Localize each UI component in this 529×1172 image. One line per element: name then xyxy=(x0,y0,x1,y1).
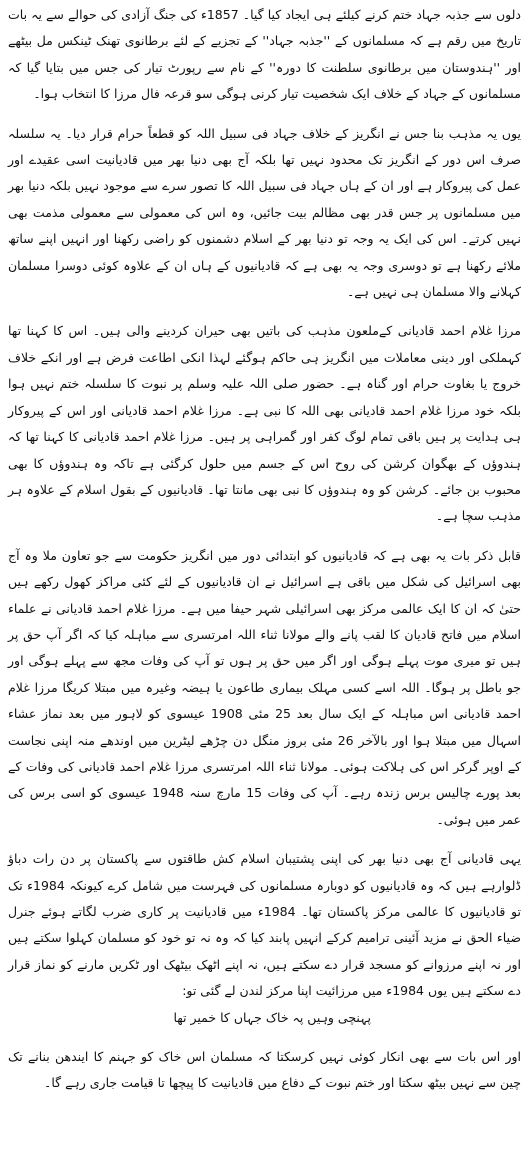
paragraph-jihad-forbidden: یوں یہ مذہب بنا جس نے انگریز کے خلاف جہاد فی سبیل اللہ کو قطعاً حرام قرار دیا۔ یہ سلسلہ صرف اس دور کے انگریز تک محدود نہیں تھا بلکہ آج بھی دنیا بھر میں قادیانیت اسی عقیدے اور عمل کی پیروکار ہے اور ان کے ہاں جہاد فی سبیل اللہ کا تصور سرے سے موجود نہیں بلکہ دنیا بھر میں مسلمانوں پر جس قدر بھی مظالم بیت جائیں، وہ اس کی معمولی سے معمولی مذمت بھی نہیں کرتے۔ اس کی ایک یہ وجہ تو دنیا بھر کے اسلام دشمنوں کو راضی رکھنا اور انہیں اپنے ساتھ ملائے رکھنا ہے تو دوسری وجہ یہ بھی ہے کہ قادیانیوں کے ہاں ان کے علاوہ کوئی دوسرا مسلمان کہلانے والا مسلمان ہی نہیں ہے۔ xyxy=(8,125,521,300)
paragraph-mubahala: قابل ذکر بات یہ بھی ہے کہ قادیانیوں کو ابتدائی دور میں انگریز حکومت سے جو تعاون ملا وہ آج بھی اسرائیل کی شکل میں باقی ہے اسرائیل نے ان قادیانیوں کے لئے کئی مراکز کھول رکھے ہیں حتیٰ کہ ان کا ایک عالمی مرکز بھی اسرائیلی شہر حیفا میں ہے۔ مرزا غلام احمد قادیانی نے علماء اسلام میں فاتح قادیان کا لقب پانے والے مولانا ثناء اللہ امرتسری سے مباہلہ کیا کہ اگر آپ حق پر ہیں تو میری موت پہلے ہوگی اور اگر میں حق پر ہوں تو آپ کی وفات مجھ سے پہلے ہوگی اور جو باطل پر ہوگا۔ اللہ اسے کسی مہلک بیماری طاعون یا ہیضہ وغیرہ میں مبتلا کریگا مرزا غلام احمد قادیانی اس مباہلہ کے ایک سال بعد 25 مئی 1908 عیسوی کو لاہور میں بعد نماز عشاء اسہال میں مبتلا ہوا اور بالآخر 26 مئی بروز منگل دن چڑھے لیٹرین میں اوندھے منہ اپنی نجاست کے اوپر گرکر اس کی ہلاکت ہوئی۔ مولانا ثناء اللہ امرتسری مرزا غلام احمد قادیانی کی وفات کے بعد پورے چالیس برس زندہ رہے۔ آپ کی وفات 15 مارچ سنہ 1948 عیسوی کو اسی برس کی عمر میں ہوئی۔ xyxy=(8,547,521,827)
paragraph-beliefs: مرزا غلام احمد قادیانی کےملعون مذہب کی باتیں بھی حیران کردینے والی ہیں۔ اس کا کہنا تھا کہملکی اور دینی معاملات میں انگریز ہی حاکم ہوگئے لہذا انکی اطاعت فرض ہے اور انکے خلاف خروج یا بغاوت حرام اور گناہ ہے۔ حضور صلی اللہ علیہ وسلم پر نبوت کا سلسلہ ختم نہیں ہوا بلکہ خود مرزا غلام احمد قادیانی بھی اللہ کا نبی ہے۔ مرزا غلام احمد قادیانی اور اس کے پیروکار ہی ہدایت پر ہیں باقی تمام لوگ کفر اور گمراہی پر ہیں۔ مرزا غلام احمد قادیانی کا کہنا تھا کہ ہندوؤں کے بھگوان کرشن کی روح اس کے جسم میں حلول کرگئی ہے تاکہ وہ ہندوؤں کا بھی محبوب بن جائے۔ کرشن کو وہ ہندوؤں کا نبی بھی مانتا تھا۔ قادیانیوں کے بقول اسلام کے علاوہ ہر مذہب سچا ہے۔ xyxy=(8,323,521,524)
paragraph-pakistan-with-verse xyxy=(8,846,521,1031)
paragraph-pakistan: یہی قادیانی آج بھی دنیا بھر کی اپنی پشتیبان اسلام کش طاقتوں سے پاکستان پر دن رات دباؤ ڈلوارہے ہیں کہ وہ قادیانیوں کو دوبارہ مسلمانوں کی فہرست میں شامل کرے کیونکہ 1984ء تک تو قادیانیوں کا عالمی مرکز پاکستان تھا۔ 1984ء میں قادیانیت پر کاری ضرب لگاتے ہوئے جنرل ضیاء الحق نے مزید آئینی ترامیم کرکے انہیں پابند کیا کہ وہ نہ تو خود کو مسلمان کہلوا سکتے ہیں اور نہ اپنے مرزوانے کو مسجد قرار دے سکتے ہیں، نہ اپنے اٹھک بیٹھک اور ٹکریں مارنے کو نماز قرار دے سکتے ہیں یوں 1984ء میں مرزائیت اپنا مرکز لندن لے گئی تو: xyxy=(8,851,521,999)
paragraph-closing: اور اس بات سے بھی انکار کوئی نہیں کرسکتا کہ مسلمان اس خاک کو جہنم کا ایندھن بنانے تک چین سے نہیں بیٹھ سکتا اور ختم نبوت کے دفاع میں قادیانیت کا پیچھا تا قیامت جاری رہے گا۔ xyxy=(8,1049,521,1091)
paragraph-jihad-origin: دلوں سے جذبہ جہاد ختم کرنے کیلئے ہی ایجاد کیا گیا۔ 1857ء کی جنگ آزادی کی حوالے سے یہ بات تاریخ میں رقم ہے کہ مسلمانوں کے ''جذبہ جہاد'' کے تجزیے کے لئے برطانوی تھنک ٹینکس مل بیٹھے اور ''ہندوستان میں برطانوی سلطنت کا دورہ'' کے نام سے رپورٹ تیار کی جس میں بتایا گیا کہ مسلمانوں کے جہاد کے خلاف ایک شخصیت تیار کرنی ہوگی سو قرعہ فال مرزا کا انتخاب ہوا۔ xyxy=(8,7,521,102)
verse-line: پہنچی وہیں پہ خاک جہاں کا خمیر تھا xyxy=(173,1009,371,1025)
